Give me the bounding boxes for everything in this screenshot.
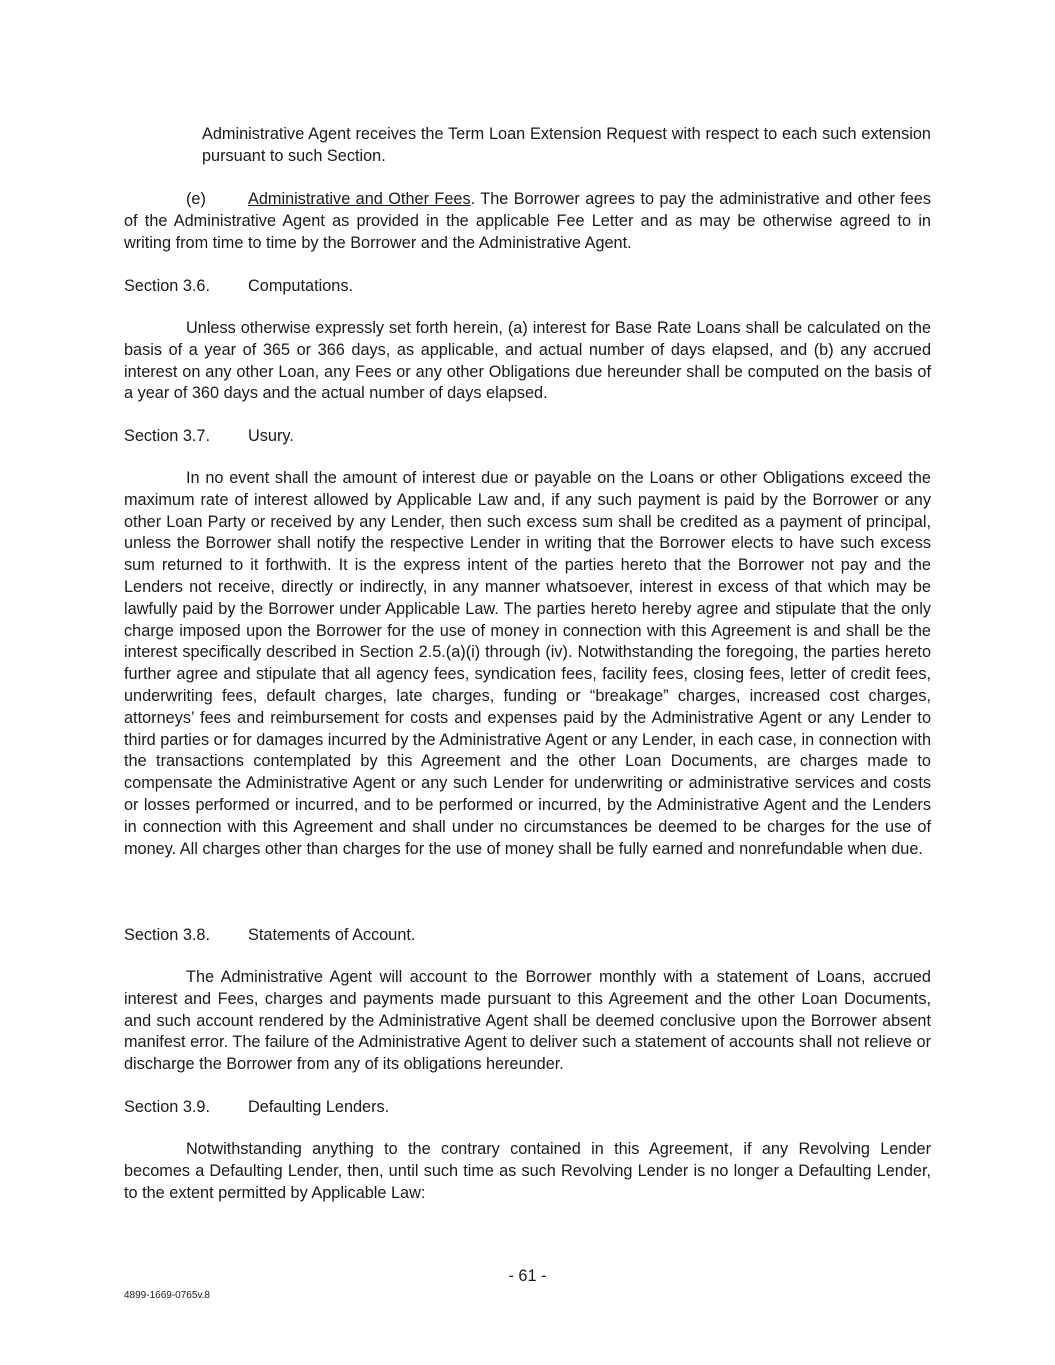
section-title: Usury.: [248, 427, 294, 445]
section-number: Section 3.6.: [124, 277, 210, 295]
section-heading: [124, 426, 294, 448]
section-title: Defaulting Lenders.: [248, 1098, 390, 1116]
continuation-paragraph: Administrative Agent receives the Term Loan Extension Request with respect to each such extension pursuant to such Section.: [202, 125, 931, 165]
section-body: Unless otherwise expressly set forth herein, (a) interest for Base Rate Loans shall be calculated on the basis of a year of 365 or 366 days, as applicable, and actual number of days elapsed, and (b) any accrued interest on any other Loan, any Fees or any other Obligations due hereunder shall be computed on the basis of a year of 360 days and the actual number of days elapsed.: [124, 319, 931, 403]
section-title: Computations.: [248, 277, 353, 295]
section-heading: [124, 276, 353, 298]
section-number: Section 3.9.: [124, 1098, 210, 1116]
paragraph-e-label: (e): [186, 190, 206, 208]
section-heading: [124, 925, 415, 947]
section-body: The Administrative Agent will account to the Borrower monthly with a statement of Loans, accrued interest and Fees, charges and payments made pursuant to this Agreement and the other Loan Documents, and such account rendered by the Administrative Agent shall be deemed conclusive upon the Borrower absent manifest error. The failure of the Administrative Agent to deliver such a statement of accounts shall not relieve or discharge the Borrower from any of its obligations hereunder.: [124, 968, 931, 1074]
section-heading: [124, 1097, 389, 1119]
paragraph-e: [124, 189, 931, 254]
section-number: Section 3.8.: [124, 926, 210, 944]
section-title: Statements of Account.: [248, 926, 416, 944]
document-id: 4899-1669-0765v.8: [124, 1290, 210, 1301]
section-body: Notwithstanding anything to the contrary contained in this Agreement, if any Revolving Lender becomes a Defaulting Lender, then, until such time as such Revolving Lender is no longer a Defaulting Lender, to the extent permitted by Applicable Law:: [124, 1140, 931, 1202]
section-body: In no event shall the amount of interest due or payable on the Loans or other Obligations exceed the maximum rate of interest allowed by Applicable Law and, if any such payment is paid by the Borrower or any other Loan Party or received by any Lender, then such excess sum shall be credited as a payment of principal, unless the Borrower shall notify the respective Lender in writing that the Borrower elects to have such excess sum returned to it forthwith. It is the express intent of the parties hereto that the Borrower not pay and the Lenders not receive, directly or indirectly, in any manner whatsoever, interest in excess of that which may be lawfully paid by the Borrower under Applicable Law. The parties hereto hereby agree and stipulate that the only charge imposed upon the Borrower for the use of money in connection with this Agreement is and shall be the interest specifically described in Section 2.5.(a)(i) through (iv). Notwithstanding the foregoing, the parties hereto further agree and stipulate that all agency fees, syndication fees, facility fees, closing fees, letter of credit fees, underwriting fees, default charges, late charges, funding or “breakage” charges, increased cost charges, attorneys’ fees and reimbursement for costs and expenses paid by the Administrative Agent or any Lender to third parties or for damages incurred by the Administrative Agent or any Lender, in each case, in connection with the transactions contemplated by this Agreement and the other Loan Documents, are charges made to compensate the Administrative Agent or any such Lender for underwriting or administrative services and costs or losses performed or incurred, and to be performed or incurred, by the Administrative Agent and the Lenders in connection with this Agreement and shall under no circumstances be deemed to be charges for the use of money. All charges other than charges for the use of money shall be fully earned and nonrefundable when due.: [124, 469, 931, 858]
paragraph-e-title: Administrative and Other Fees: [248, 190, 471, 208]
paragraph-e-text: . The Borrower agrees to pay the administrative and other fees of the Administrative Agent as provided in the applicable Fee Letter and as may be otherwise agreed to in writing from time to time by the Borrower and the Administrative Agent.: [124, 190, 931, 252]
section-number: Section 3.7.: [124, 427, 210, 445]
page-number: - 61 -: [508, 1267, 547, 1285]
